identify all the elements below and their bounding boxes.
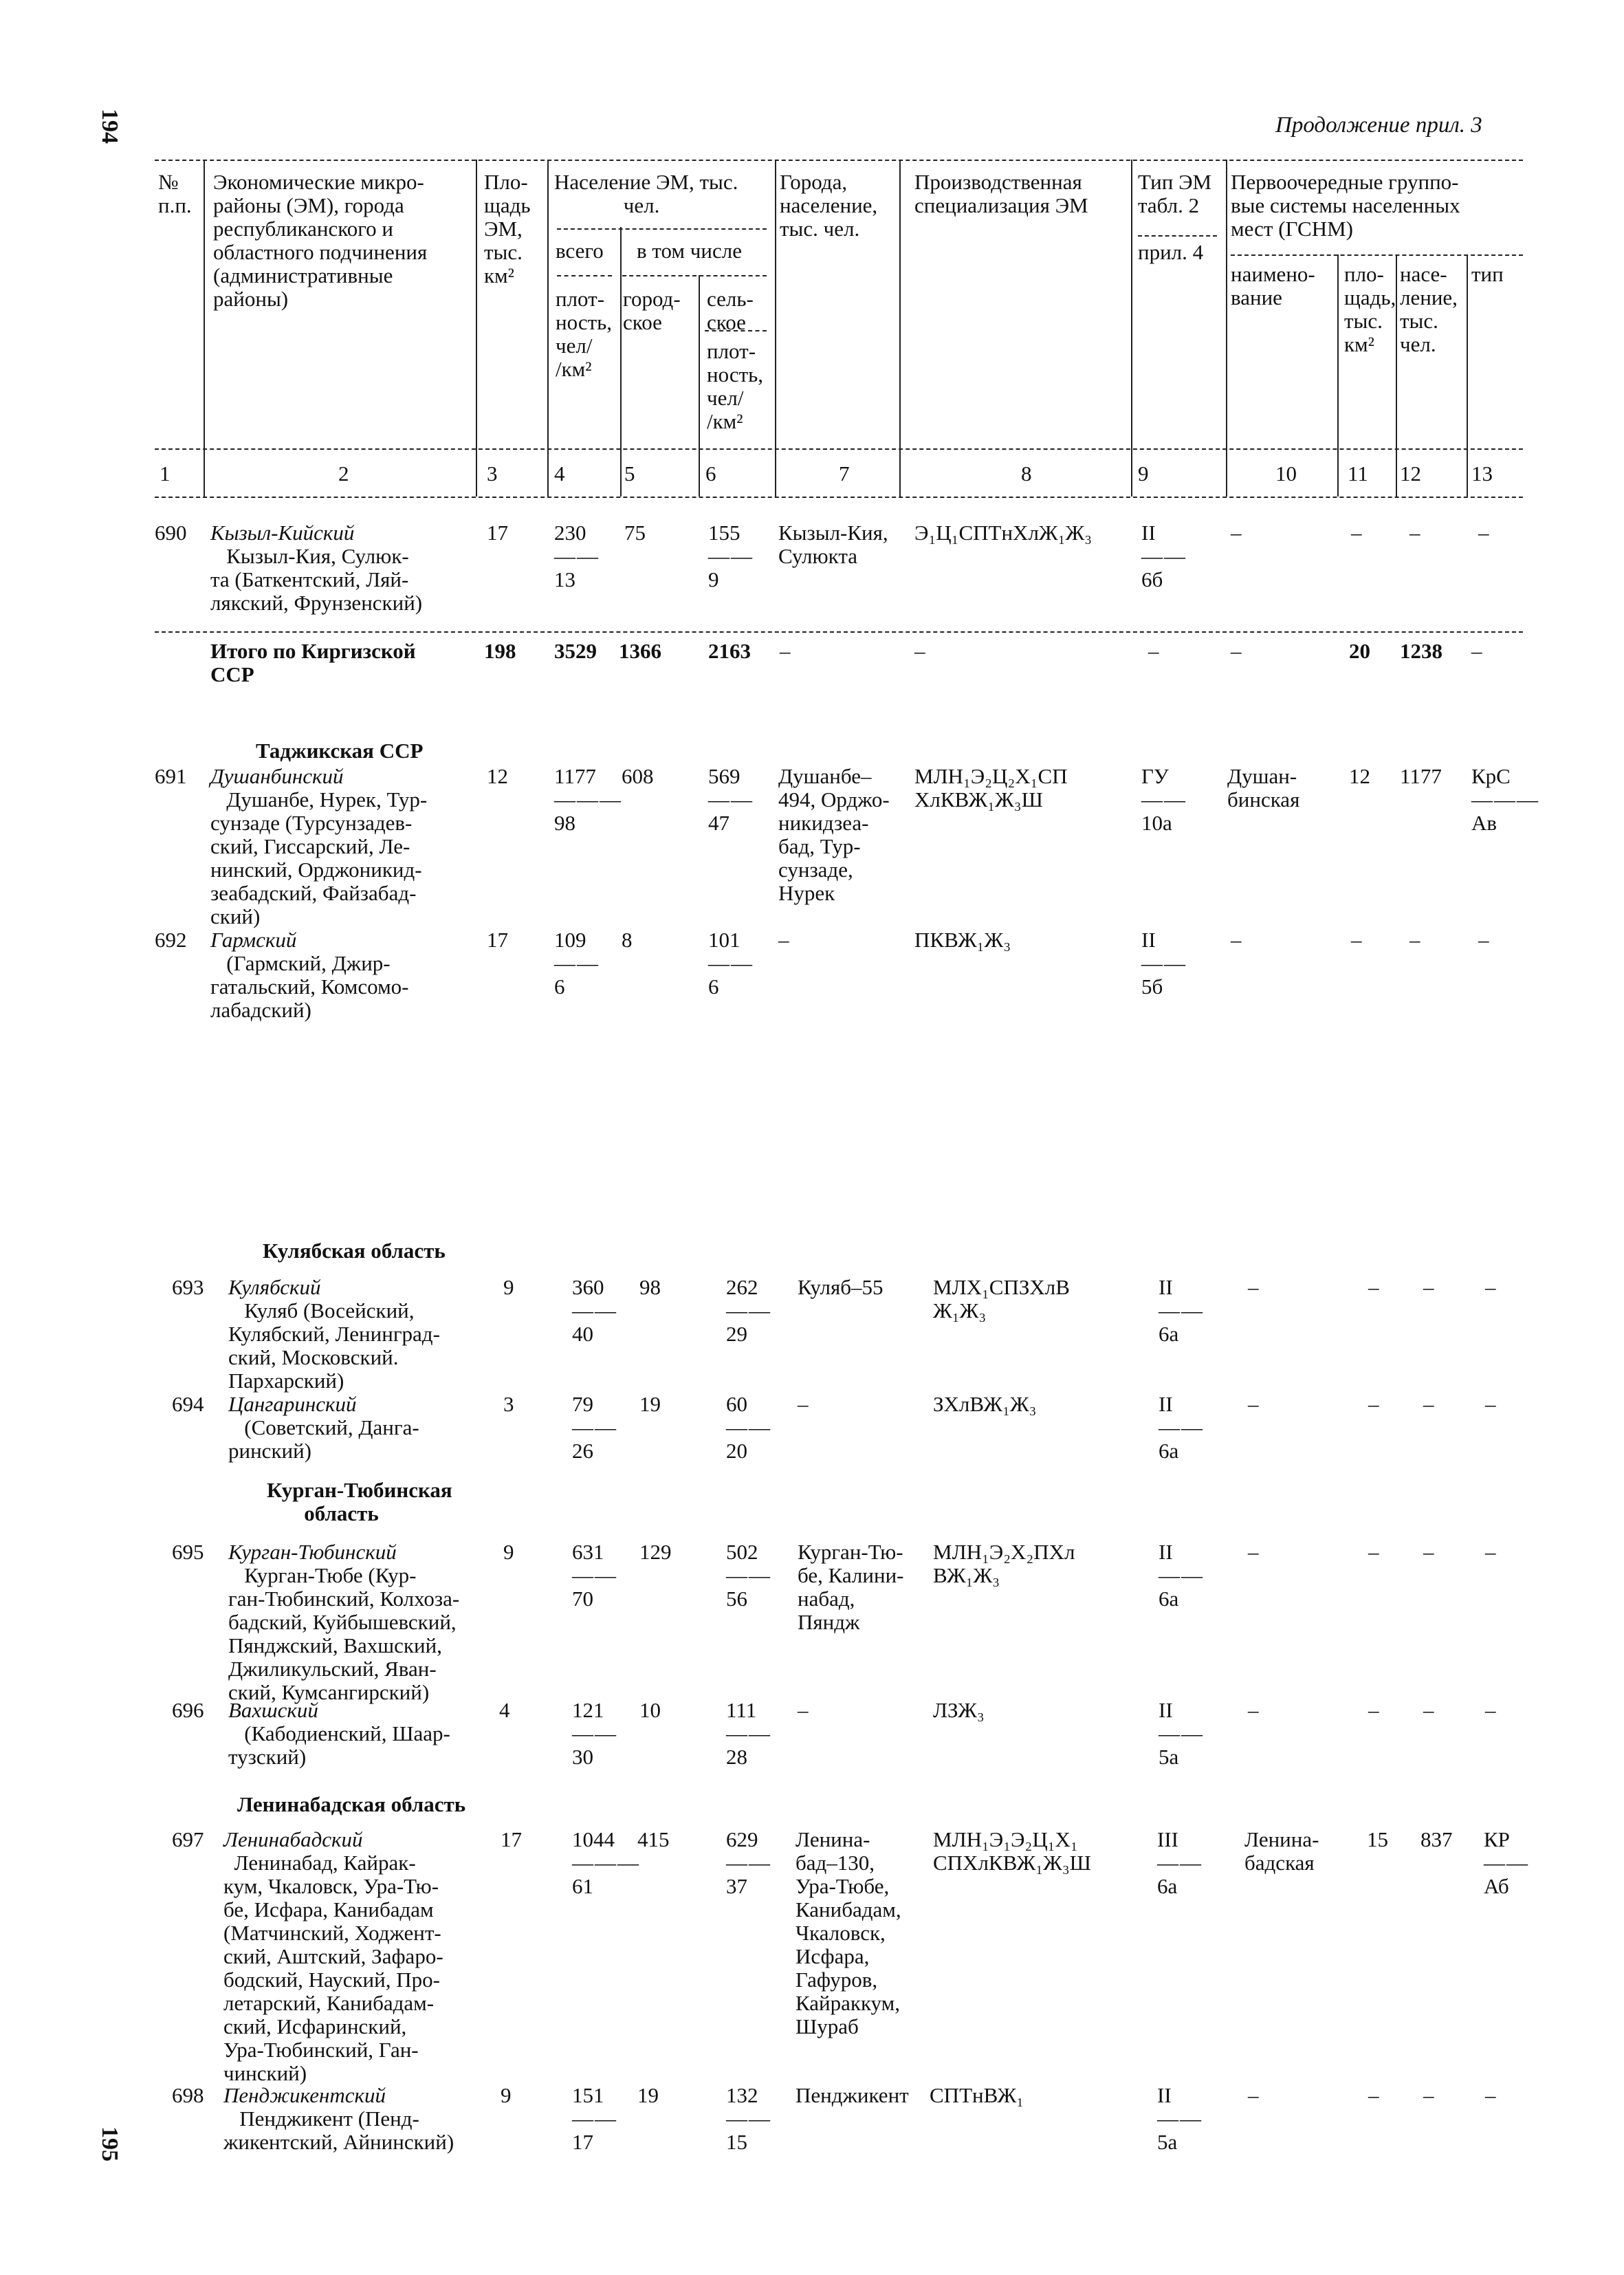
gsnm-type: – bbox=[1485, 1540, 1496, 1564]
gsnm-pop: – bbox=[1423, 1540, 1434, 1564]
rural-density-value: 15 bbox=[726, 2130, 747, 2154]
pop-urban: 75 bbox=[624, 521, 646, 545]
pop-total: 360 —— 40 bbox=[572, 1275, 617, 1346]
region-description: Ленинабад, Кайрак- кум, Чкаловск, Ура-Тю- бе, Исфара, Канибадам (Матчинский, Ходжент- ский, Аштский, Зафаро- бодский, Науский, Про- летарский, Канибадам- ский, Исфаринский, Ура-Тюбинский, Ган- чинский) bbox=[223, 1851, 443, 2085]
col-number: 13 bbox=[1471, 461, 1493, 486]
cities: Куляб–55 bbox=[798, 1275, 884, 1299]
region-name: Гармский bbox=[210, 928, 297, 952]
em-type-top: II bbox=[1141, 521, 1156, 545]
gsnm-type: КР —— Аб bbox=[1484, 1827, 1529, 1898]
em-type: ГУ —— 10а bbox=[1141, 764, 1187, 835]
rural-density-value: 47 bbox=[708, 811, 729, 835]
pop-urban: 98 bbox=[639, 1275, 661, 1299]
pop-rural-value: 132 bbox=[726, 2083, 758, 2107]
cities: Курган-Тю- бе, Калини- набад, Пяндж bbox=[798, 1540, 904, 1634]
gsnm-type: – bbox=[1478, 928, 1489, 952]
pop-total: 109 —— 6 bbox=[554, 928, 600, 999]
rural-density-value: 20 bbox=[726, 1439, 747, 1463]
gsnm-area: 15 bbox=[1367, 1827, 1388, 1851]
pop-rural-value: 111 bbox=[726, 1698, 757, 1722]
rural-density-value: 9 bbox=[708, 567, 719, 591]
em-type: II —— 6б bbox=[1141, 521, 1187, 591]
pop-total-value: 360 bbox=[572, 1275, 604, 1299]
header-col-cities: Города, население, тыс. чел. bbox=[780, 170, 878, 241]
total-label: Итого по Киргизской ССР bbox=[210, 639, 416, 686]
total-c12: 1238 bbox=[1400, 639, 1442, 663]
pop-rural-value: 101 bbox=[708, 928, 740, 952]
gsnm-type: – bbox=[1485, 2083, 1496, 2107]
row-number: 692 bbox=[155, 928, 187, 952]
gsnm-name: – bbox=[1248, 2083, 1259, 2107]
specialization: ЗХлВЖ₁Ж₃ bbox=[933, 1392, 1037, 1416]
header-vr bbox=[1396, 254, 1397, 497]
gsnm-name: – bbox=[1248, 1540, 1259, 1564]
col-number: 3 bbox=[487, 461, 498, 486]
header-vr bbox=[775, 160, 776, 497]
gsnm-name: – bbox=[1248, 1392, 1259, 1416]
region-description: Пенджикент (Пенд- жикентский, Айнинский) bbox=[223, 2107, 454, 2154]
pop-urban: 10 bbox=[639, 1698, 661, 1722]
specialization: МЛХ₁СПЗХлВ Ж₁Ж₃ bbox=[933, 1275, 1070, 1322]
pop-rural: 60 —— 20 bbox=[726, 1392, 771, 1463]
region-name: Курган-Тюбинский bbox=[228, 1540, 397, 1564]
pop-total-value: 121 bbox=[572, 1698, 604, 1722]
pop-sub-rule bbox=[622, 275, 767, 276]
specialization: СПТнВЖ₁ bbox=[930, 2083, 1024, 2107]
pop-rural: 569 —— 47 bbox=[708, 764, 754, 835]
total-pop: 3529 bbox=[554, 639, 597, 663]
total-urban: 1366 bbox=[619, 639, 661, 663]
region-description: (Советский, Данга- ринский) bbox=[228, 1415, 419, 1463]
pop-urban: 19 bbox=[639, 1392, 661, 1416]
em-type: II —— 6а bbox=[1159, 1392, 1204, 1463]
col-number: 10 bbox=[1275, 461, 1297, 486]
header-vr bbox=[699, 275, 700, 497]
cities: – bbox=[798, 1392, 809, 1416]
header-col-population: Население ЭМ, тыс. чел. bbox=[554, 170, 738, 217]
header-top-rule bbox=[155, 160, 1523, 161]
col-number: 7 bbox=[839, 461, 850, 486]
gsnm-pop: – bbox=[1423, 1698, 1434, 1722]
header-col-type: Тип ЭМ табл. 2 прил. 4 bbox=[1138, 170, 1212, 264]
region-description: Курган-Тюбе (Кур- ган-Тюбинский, Колхоза- бадский, Куйбышевский, Пянджский, Вахшский, Джиликульский, Яван- ский, Кумсангирский) bbox=[228, 1563, 460, 1704]
specialization: МЛН₁Э₁Э₂Ц₁Х₁ СПХлКВЖ₁Ж₃Ш bbox=[933, 1827, 1091, 1875]
header-col-pop-incl: в том числе bbox=[637, 239, 742, 263]
row-number: 691 bbox=[155, 764, 187, 788]
gsnm-sub-rule bbox=[1231, 254, 1523, 256]
section-heading-kurgan: Курган-Тюбинская область bbox=[267, 1478, 452, 1525]
header-col-gsnm-name: наимено- вание bbox=[1231, 262, 1315, 309]
gsnm-type: КрС ——— Ав bbox=[1471, 764, 1539, 835]
pop-rural: 502 —— 56 bbox=[726, 1540, 771, 1611]
header-bottom-rule bbox=[155, 448, 1523, 450]
row-number: 695 bbox=[172, 1540, 204, 1564]
region-name: Душанбинский bbox=[210, 764, 344, 788]
rural-density-value: 6 bbox=[708, 975, 719, 999]
gsnm-area: 12 bbox=[1349, 764, 1370, 788]
header-vr bbox=[204, 160, 205, 497]
em-type: II —— 5а bbox=[1157, 2083, 1203, 2154]
em-type-top: II bbox=[1159, 1698, 1173, 1722]
header-vr bbox=[899, 160, 901, 497]
pop-urban: 19 bbox=[637, 2083, 659, 2107]
pop-urban: 8 bbox=[622, 928, 633, 952]
em-type: III —— 6а bbox=[1157, 1827, 1203, 1898]
gsnm-type: – bbox=[1478, 521, 1489, 545]
gsnm-name: – bbox=[1248, 1698, 1259, 1722]
gsnm-pop: – bbox=[1409, 521, 1420, 545]
cities: Ленина- бад–130, Ура-Тюбе, Канибадам, Чкаловск, Исфара, Гафуров, Кайраккум, Шураб bbox=[795, 1827, 901, 2038]
em-type-top: II bbox=[1159, 1275, 1173, 1299]
col-number: 11 bbox=[1348, 461, 1368, 486]
pop-density-value: 30 bbox=[572, 1745, 593, 1769]
gsnm-type: – bbox=[1485, 1275, 1496, 1299]
pop-sub-rule bbox=[557, 275, 612, 276]
em-type: II —— 6а bbox=[1159, 1275, 1204, 1346]
pop-rural-value: 629 bbox=[726, 1827, 758, 1851]
col-number: 12 bbox=[1400, 461, 1421, 486]
gsnm-type: – bbox=[1485, 1698, 1496, 1722]
pop-rural: 629 —— 37 bbox=[726, 1827, 771, 1898]
em-type-bottom: 6б bbox=[1141, 567, 1163, 591]
em-type-bottom: 6а bbox=[1157, 1874, 1178, 1898]
pop-rural-value: 569 bbox=[708, 764, 740, 788]
header-col-gsnm: Первоочередные группо- вые системы населенных мест (ГСНМ) bbox=[1231, 170, 1460, 241]
pop-urban: 129 bbox=[639, 1540, 672, 1564]
em-type-bottom: 5а bbox=[1157, 2130, 1178, 2154]
gsnm-pop: – bbox=[1423, 1392, 1434, 1416]
region-description: Душанбе, Нурек, Тур- сунзаде (Турсунзадев- ский, Гиссарский, Ле- нинский, Орджоникид- зеабадский, Файзабад- ский) bbox=[210, 787, 428, 928]
area: 17 bbox=[487, 521, 508, 545]
header-vr bbox=[1226, 160, 1227, 497]
section-heading-tajik: Таджикская ССР bbox=[256, 739, 424, 763]
pop-total-value: 1044 bbox=[572, 1827, 615, 1851]
col-number: 9 bbox=[1138, 461, 1149, 486]
col-number: 1 bbox=[160, 461, 171, 486]
total-c13: – bbox=[1471, 639, 1482, 663]
rural-density-value: 37 bbox=[726, 1874, 747, 1898]
pop-total-value: 79 bbox=[572, 1392, 593, 1416]
continuation-label: Продолжение прил. 3 bbox=[1275, 113, 1482, 138]
row-number: 694 bbox=[172, 1392, 204, 1416]
header-col-gsnm-pop: насе- ление, тыс. чел. bbox=[1400, 262, 1458, 356]
cities: Душанбе– 494, Орджо- никидзеа- бад, Тур- сунзаде, Нурек bbox=[778, 764, 890, 905]
specialization: МЛН₁Э₂Ц₂Х₁СП ХлКВЖ₁Ж₃Ш bbox=[914, 764, 1068, 812]
pop-total: 631 —— 70 bbox=[572, 1540, 617, 1611]
em-type: II —— 5а bbox=[1159, 1698, 1204, 1769]
region-name: Кызыл-Кийский bbox=[210, 521, 355, 545]
pop-density-value: 13 bbox=[554, 567, 575, 591]
rural-density-value: 29 bbox=[726, 1322, 747, 1346]
pop-density-value: 40 bbox=[572, 1322, 593, 1346]
right-page-number: 195 bbox=[97, 2126, 122, 2162]
region-description: (Кабодиенский, Шаар- тузский) bbox=[228, 1721, 450, 1769]
header-vr bbox=[476, 160, 477, 497]
em-type-top: III bbox=[1157, 1827, 1178, 1851]
region-description: (Гармский, Джир- гатальский, Комсомо- лабадский) bbox=[210, 951, 409, 1022]
em-type-top: II bbox=[1141, 928, 1156, 952]
pop-density-value: 17 bbox=[572, 2130, 593, 2154]
rural-density-value: 28 bbox=[726, 1745, 747, 1769]
header-vr bbox=[1131, 160, 1132, 497]
cities: – bbox=[778, 928, 789, 952]
row-number: 696 bbox=[172, 1698, 204, 1722]
em-type-bottom: 5а bbox=[1159, 1745, 1179, 1769]
total-c7: – bbox=[780, 639, 791, 663]
total-rural: 2163 bbox=[708, 639, 751, 663]
rural-density-value: 56 bbox=[726, 1587, 747, 1611]
em-type: II —— 5б bbox=[1141, 928, 1187, 999]
gsnm-area: – bbox=[1368, 1698, 1379, 1722]
header-col-pop-density: плот- ность, чел/ /км² bbox=[556, 287, 613, 381]
pop-rural: 262 —— 29 bbox=[726, 1275, 771, 1346]
pop-rural-value: 502 bbox=[726, 1540, 758, 1564]
pop-rural: 155 —— 9 bbox=[708, 521, 754, 591]
region-name: Цангаринский bbox=[228, 1392, 357, 1416]
pop-rural: 132 —— 15 bbox=[726, 2083, 771, 2154]
gsnm-area: – bbox=[1368, 1392, 1379, 1416]
total-c9: – bbox=[1148, 639, 1159, 663]
gsnm-area: – bbox=[1351, 928, 1362, 952]
header-vr bbox=[547, 160, 549, 497]
gsnm-type-bottom: Ав bbox=[1471, 811, 1497, 835]
col-number: 4 bbox=[554, 461, 565, 486]
section-heading-leninabad: Ленинабадская область bbox=[237, 1792, 466, 1816]
pop-rural: 111 —— 28 bbox=[726, 1698, 771, 1769]
pop-urban: 415 bbox=[637, 1827, 670, 1851]
gsnm-pop: 1177 bbox=[1400, 764, 1442, 788]
header-vr bbox=[1337, 254, 1339, 497]
col-number: 6 bbox=[705, 461, 716, 486]
gsnm-name: – bbox=[1231, 928, 1242, 952]
region-name: Вахшский bbox=[228, 1698, 318, 1722]
gsnm-type-bottom: Аб bbox=[1484, 1874, 1509, 1898]
header-vr bbox=[1467, 254, 1468, 497]
gsnm-type-top: КрС bbox=[1471, 764, 1511, 788]
area: 9 bbox=[503, 1540, 514, 1564]
cities: Кызыл-Кия, Сулюкта bbox=[778, 521, 888, 568]
area: 9 bbox=[503, 1275, 514, 1299]
em-type-bottom: 6а bbox=[1159, 1587, 1179, 1611]
cities: – bbox=[798, 1698, 809, 1722]
gsnm-name: Ленина- бадская bbox=[1244, 1827, 1319, 1875]
specialization: Э₁Ц₁СПТнХлЖ₁Ж₃ bbox=[914, 521, 1093, 545]
row-number: 697 bbox=[172, 1827, 204, 1851]
total-c10: – bbox=[1231, 639, 1242, 663]
gsnm-name: Душан- бинская bbox=[1227, 764, 1300, 812]
gsnm-pop: – bbox=[1409, 928, 1420, 952]
header-col-specialization: Производственная специализация ЭМ bbox=[914, 170, 1088, 217]
header-col-rural-density: плот- ность, чел/ /км² bbox=[707, 339, 764, 433]
gsnm-type-top: КР bbox=[1484, 1827, 1510, 1851]
pop-rural-value: 60 bbox=[726, 1392, 747, 1416]
row-number: 690 bbox=[155, 521, 187, 545]
row-number: 698 bbox=[172, 2083, 204, 2107]
header-col-pop-total: всего bbox=[556, 239, 604, 263]
em-type-bottom: 10а bbox=[1141, 811, 1172, 835]
gsnm-area: – bbox=[1368, 1275, 1379, 1299]
em-type-top: II bbox=[1157, 2083, 1172, 2107]
em-type: II —— 6а bbox=[1159, 1540, 1204, 1611]
header-col-area: Пло- щадь ЭМ, тыс. км² bbox=[484, 170, 531, 287]
pop-density-value: 70 bbox=[572, 1587, 593, 1611]
pop-rural: 101 —— 6 bbox=[708, 928, 754, 999]
gsnm-pop: 837 bbox=[1420, 1827, 1453, 1851]
header-col-pop-urban: город- ское bbox=[623, 287, 681, 334]
area: 12 bbox=[487, 764, 508, 788]
pop-rural-value: 155 bbox=[708, 521, 740, 545]
gsnm-name: – bbox=[1248, 1275, 1259, 1299]
header-vr bbox=[620, 227, 622, 497]
pop-total-value: 230 bbox=[554, 521, 586, 545]
pop-total: 79 —— 26 bbox=[572, 1392, 617, 1463]
total-c8: – bbox=[914, 639, 925, 663]
header-col-region: Экономические микро- районы (ЭМ), города республиканского и областного подчинения (административные районы) bbox=[213, 170, 428, 311]
pop-total: 230 —— 13 bbox=[554, 521, 600, 591]
header-col-no: № п.п. bbox=[158, 170, 192, 217]
region-description: Кызыл-Кия, Сулюк- та (Баткентский, Ляй- лякский, Фрунзенский) bbox=[210, 544, 423, 615]
area: 17 bbox=[487, 928, 508, 952]
header-col-gsnm-area: пло- щадь, тыс. км² bbox=[1344, 262, 1396, 356]
em-type-bottom: 6а bbox=[1159, 1322, 1179, 1346]
specialization: ПКВЖ₁Ж₃ bbox=[914, 928, 1011, 952]
area: 17 bbox=[501, 1827, 522, 1851]
pop-total-value: 151 bbox=[572, 2083, 604, 2107]
gsnm-area: – bbox=[1368, 1540, 1379, 1564]
pop-urban: 608 bbox=[622, 764, 654, 788]
em-type-bottom: 5б bbox=[1141, 975, 1163, 999]
pop-density-value: 98 bbox=[554, 811, 575, 835]
pop-total: 1044 ——— 61 bbox=[572, 1827, 640, 1898]
numbers-bottom-rule bbox=[155, 497, 1523, 498]
region-description: Куляб (Восейский, Кулябский, Ленинград- ский, Московский. Пархарский) bbox=[228, 1298, 440, 1393]
area: 4 bbox=[499, 1698, 510, 1722]
total-area: 198 bbox=[484, 639, 516, 663]
em-type-top: II bbox=[1159, 1540, 1173, 1564]
pop-rural-value: 262 bbox=[726, 1275, 758, 1299]
pop-total: 151 —— 17 bbox=[572, 2083, 617, 2154]
gsnm-type: – bbox=[1485, 1392, 1496, 1416]
pop-total: 1177 ——— 98 bbox=[554, 764, 622, 835]
pop-total-value: 109 bbox=[554, 928, 586, 952]
section-heading-kulyab: Кулябская область bbox=[263, 1239, 446, 1263]
area: 3 bbox=[503, 1392, 514, 1416]
header-col-gsnm-type: тип bbox=[1471, 262, 1504, 286]
left-page-number: 194 bbox=[97, 109, 122, 144]
specialization: МЛН₁Э₂Х₂ПХл ВЖ₁Ж₃ bbox=[933, 1540, 1075, 1587]
cities: Пенджикент bbox=[795, 2083, 909, 2107]
col-number: 8 bbox=[1021, 461, 1032, 486]
specialization: ЛЗЖ₃ bbox=[933, 1698, 985, 1722]
em-type-bottom: 6а bbox=[1159, 1439, 1179, 1463]
row-number: 693 bbox=[172, 1275, 204, 1299]
region-name: Пенджикентский bbox=[223, 2083, 386, 2107]
pop-density-value: 26 bbox=[572, 1439, 593, 1463]
pop-total-value: 1177 bbox=[554, 764, 596, 788]
pop-total: 121 —— 30 bbox=[572, 1698, 617, 1769]
em-type-top: II bbox=[1159, 1392, 1173, 1416]
total-c11: 20 bbox=[1349, 639, 1370, 663]
gsnm-pop: – bbox=[1423, 2083, 1434, 2107]
total-top-rule bbox=[155, 631, 1523, 633]
gsnm-pop: – bbox=[1423, 1275, 1434, 1299]
gsnm-name: – bbox=[1231, 521, 1242, 545]
pop-density-value: 6 bbox=[554, 975, 565, 999]
col-number: 2 bbox=[338, 461, 349, 486]
region-name: Кулябский bbox=[228, 1275, 321, 1299]
em-type-top: ГУ bbox=[1141, 764, 1169, 788]
pop-density-value: 61 bbox=[572, 1874, 593, 1898]
region-name: Ленинабадский bbox=[223, 1827, 363, 1851]
gsnm-area: – bbox=[1368, 2083, 1379, 2107]
pop-sub-rule bbox=[557, 228, 767, 230]
header-col-pop-rural: сель- ское bbox=[707, 287, 754, 334]
col-number: 5 bbox=[624, 461, 635, 486]
pop-total-value: 631 bbox=[572, 1540, 604, 1564]
area: 9 bbox=[501, 2083, 512, 2107]
gsnm-area: – bbox=[1351, 521, 1362, 545]
